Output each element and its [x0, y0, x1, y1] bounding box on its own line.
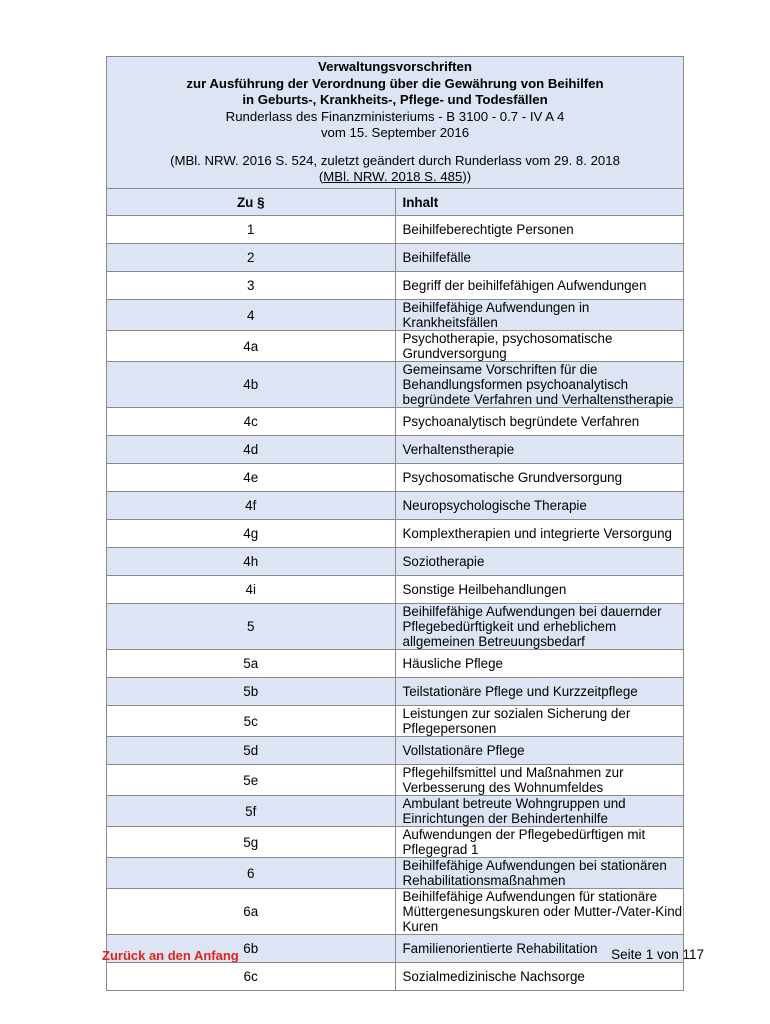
row-section-number: 4h: [107, 548, 396, 576]
row-section-number: 4d: [107, 436, 396, 464]
row-content-title: Komplextherapien und integrierte Versorgung: [395, 520, 684, 548]
row-section-number: 4g: [107, 520, 396, 548]
row-content-title: Teilstationäre Pflege und Kurzzeitpflege: [395, 678, 684, 706]
row-section-number: 6: [107, 858, 396, 889]
row-content-title: Beihilfeberechtigte Personen: [395, 216, 684, 244]
row-section-number: 5g: [107, 827, 396, 858]
row-section-number: 4e: [107, 464, 396, 492]
page-number: Seite 1 von 117: [611, 947, 704, 962]
row-section-number: 4b: [107, 362, 396, 408]
table-row[interactable]: [107, 520, 684, 548]
title-line-2: zur Ausführung der Verordnung über die Gewährung von Beihilfen: [186, 75, 604, 91]
row-content-title: Gemeinsame Vorschriften für die Behandlungsformen psychoanalytisch begründete Verfahren und Verhaltenstherapie: [395, 362, 684, 408]
row-section-number: 5a: [107, 650, 396, 678]
row-section-number: 6c: [107, 963, 396, 991]
table-row[interactable]: [107, 216, 684, 244]
row-section-number: 4c: [107, 408, 396, 436]
subtitle-line-2: vom 15. September 2016: [320, 125, 470, 141]
column-header-inhalt: Inhalt: [395, 189, 684, 216]
table-row[interactable]: [107, 331, 684, 362]
row-content-title: Ambulant betreute Wohngruppen und Einrichtungen der Behindertenhilfe: [395, 796, 684, 827]
table-row[interactable]: [107, 576, 684, 604]
row-content-title: Beihilfefähige Aufwendungen bei dauernder Pflegebedürftigkeit und erheblichem allgemeinen Betreuungsbedarf: [395, 604, 684, 650]
source-link-open: (: [318, 169, 324, 185]
table-row[interactable]: [107, 548, 684, 576]
source-link[interactable]: MBl. NRW. 2018 S. 485: [323, 169, 463, 185]
table-row[interactable]: [107, 737, 684, 765]
column-header-row: [107, 189, 684, 216]
table-row[interactable]: [107, 889, 684, 935]
row-content-title: Verhaltenstherapie: [395, 436, 684, 464]
table-row[interactable]: [107, 650, 684, 678]
table-row[interactable]: [107, 272, 684, 300]
table-row[interactable]: [107, 436, 684, 464]
row-content-title: Soziotherapie: [395, 548, 684, 576]
row-content-title: Pflegehilfsmittel und Maßnahmen zur Verbesserung des Wohnumfeldes: [395, 765, 684, 796]
table-row[interactable]: [107, 796, 684, 827]
row-content-title: Beihilfefähige Aufwendungen für stationäre Müttergenesungskuren oder Mutter-/Vater-Kind Kuren: [395, 889, 684, 935]
table-row[interactable]: [107, 678, 684, 706]
contents-table: [106, 56, 684, 991]
row-content-title: Beihilfefähige Aufwendungen in Krankheitsfällen: [395, 300, 684, 331]
table-header-row: [107, 57, 684, 189]
table-row[interactable]: [107, 963, 684, 991]
table-row[interactable]: [107, 362, 684, 408]
row-content-title: Psychotherapie, psychosomatische Grundversorgung: [395, 331, 684, 362]
row-content-title: Psychoanalytisch begründete Verfahren: [395, 408, 684, 436]
table-body: [107, 216, 684, 991]
row-content-title: Familienorientierte Rehabilitation: [395, 935, 684, 963]
row-section-number: 5: [107, 604, 396, 650]
subtitle-line-1: Runderlass des Finanzministeriums - B 3100 - 0.7 - IV A 4: [225, 108, 565, 124]
row-section-number: 1: [107, 216, 396, 244]
document-header: [107, 57, 684, 189]
row-section-number: 5f: [107, 796, 396, 827]
row-content-title: Häusliche Pflege: [395, 650, 684, 678]
row-content-title: Sozialmedizinische Nachsorge: [395, 963, 684, 991]
row-section-number: 5c: [107, 706, 396, 737]
table-row[interactable]: [107, 464, 684, 492]
row-content-title: Vollstationäre Pflege: [395, 737, 684, 765]
source-link-close: )): [462, 169, 472, 185]
row-section-number: 4i: [107, 576, 396, 604]
title-line-1: Verwaltungsvorschriften: [318, 59, 472, 75]
row-section-number: 6a: [107, 889, 396, 935]
table-row[interactable]: [107, 492, 684, 520]
row-content-title: Beihilfefälle: [395, 244, 684, 272]
row-section-number: 6b: [107, 935, 396, 963]
row-content-title: Leistungen zur sozialen Sicherung der Pflegepersonen: [395, 706, 684, 737]
row-section-number: 4: [107, 300, 396, 331]
row-content-title: Sonstige Heilbehandlungen: [395, 576, 684, 604]
source-link-line: [107, 169, 683, 186]
title-line-3: in Geburts-, Krankheits-, Pflege- und Todesfällen: [242, 92, 548, 108]
table-row[interactable]: [107, 827, 684, 858]
table-row[interactable]: [107, 706, 684, 737]
row-section-number: 5e: [107, 765, 396, 796]
table-row[interactable]: [107, 244, 684, 272]
table-row[interactable]: [107, 765, 684, 796]
row-section-number: 4f: [107, 492, 396, 520]
row-section-number: 5b: [107, 678, 396, 706]
row-section-number: 5d: [107, 737, 396, 765]
table-row[interactable]: [107, 408, 684, 436]
row-content-title: Psychosomatische Grundversorgung: [395, 464, 684, 492]
column-header-zu: Zu §: [107, 189, 396, 216]
row-content-title: Beihilfefähige Aufwendungen bei stationären Rehabilitationsmaßnahmen: [395, 858, 684, 889]
row-section-number: 3: [107, 272, 396, 300]
table-row[interactable]: [107, 300, 684, 331]
row-content-title: Neuropsychologische Therapie: [395, 492, 684, 520]
back-to-top-link[interactable]: Zurück an den Anfang: [102, 948, 239, 963]
row-content-title: Aufwendungen der Pflegebedürftigen mit Pflegegrad 1: [395, 827, 684, 858]
table-row[interactable]: [107, 858, 684, 889]
row-section-number: 4a: [107, 331, 396, 362]
source-line: (MBl. NRW. 2016 S. 524, zuletzt geändert durch Runderlass vom 29. 8. 2018: [170, 152, 620, 168]
table-row[interactable]: [107, 604, 684, 650]
row-section-number: 2: [107, 244, 396, 272]
row-content-title: Begriff der beihilfefähigen Aufwendungen: [395, 272, 684, 300]
